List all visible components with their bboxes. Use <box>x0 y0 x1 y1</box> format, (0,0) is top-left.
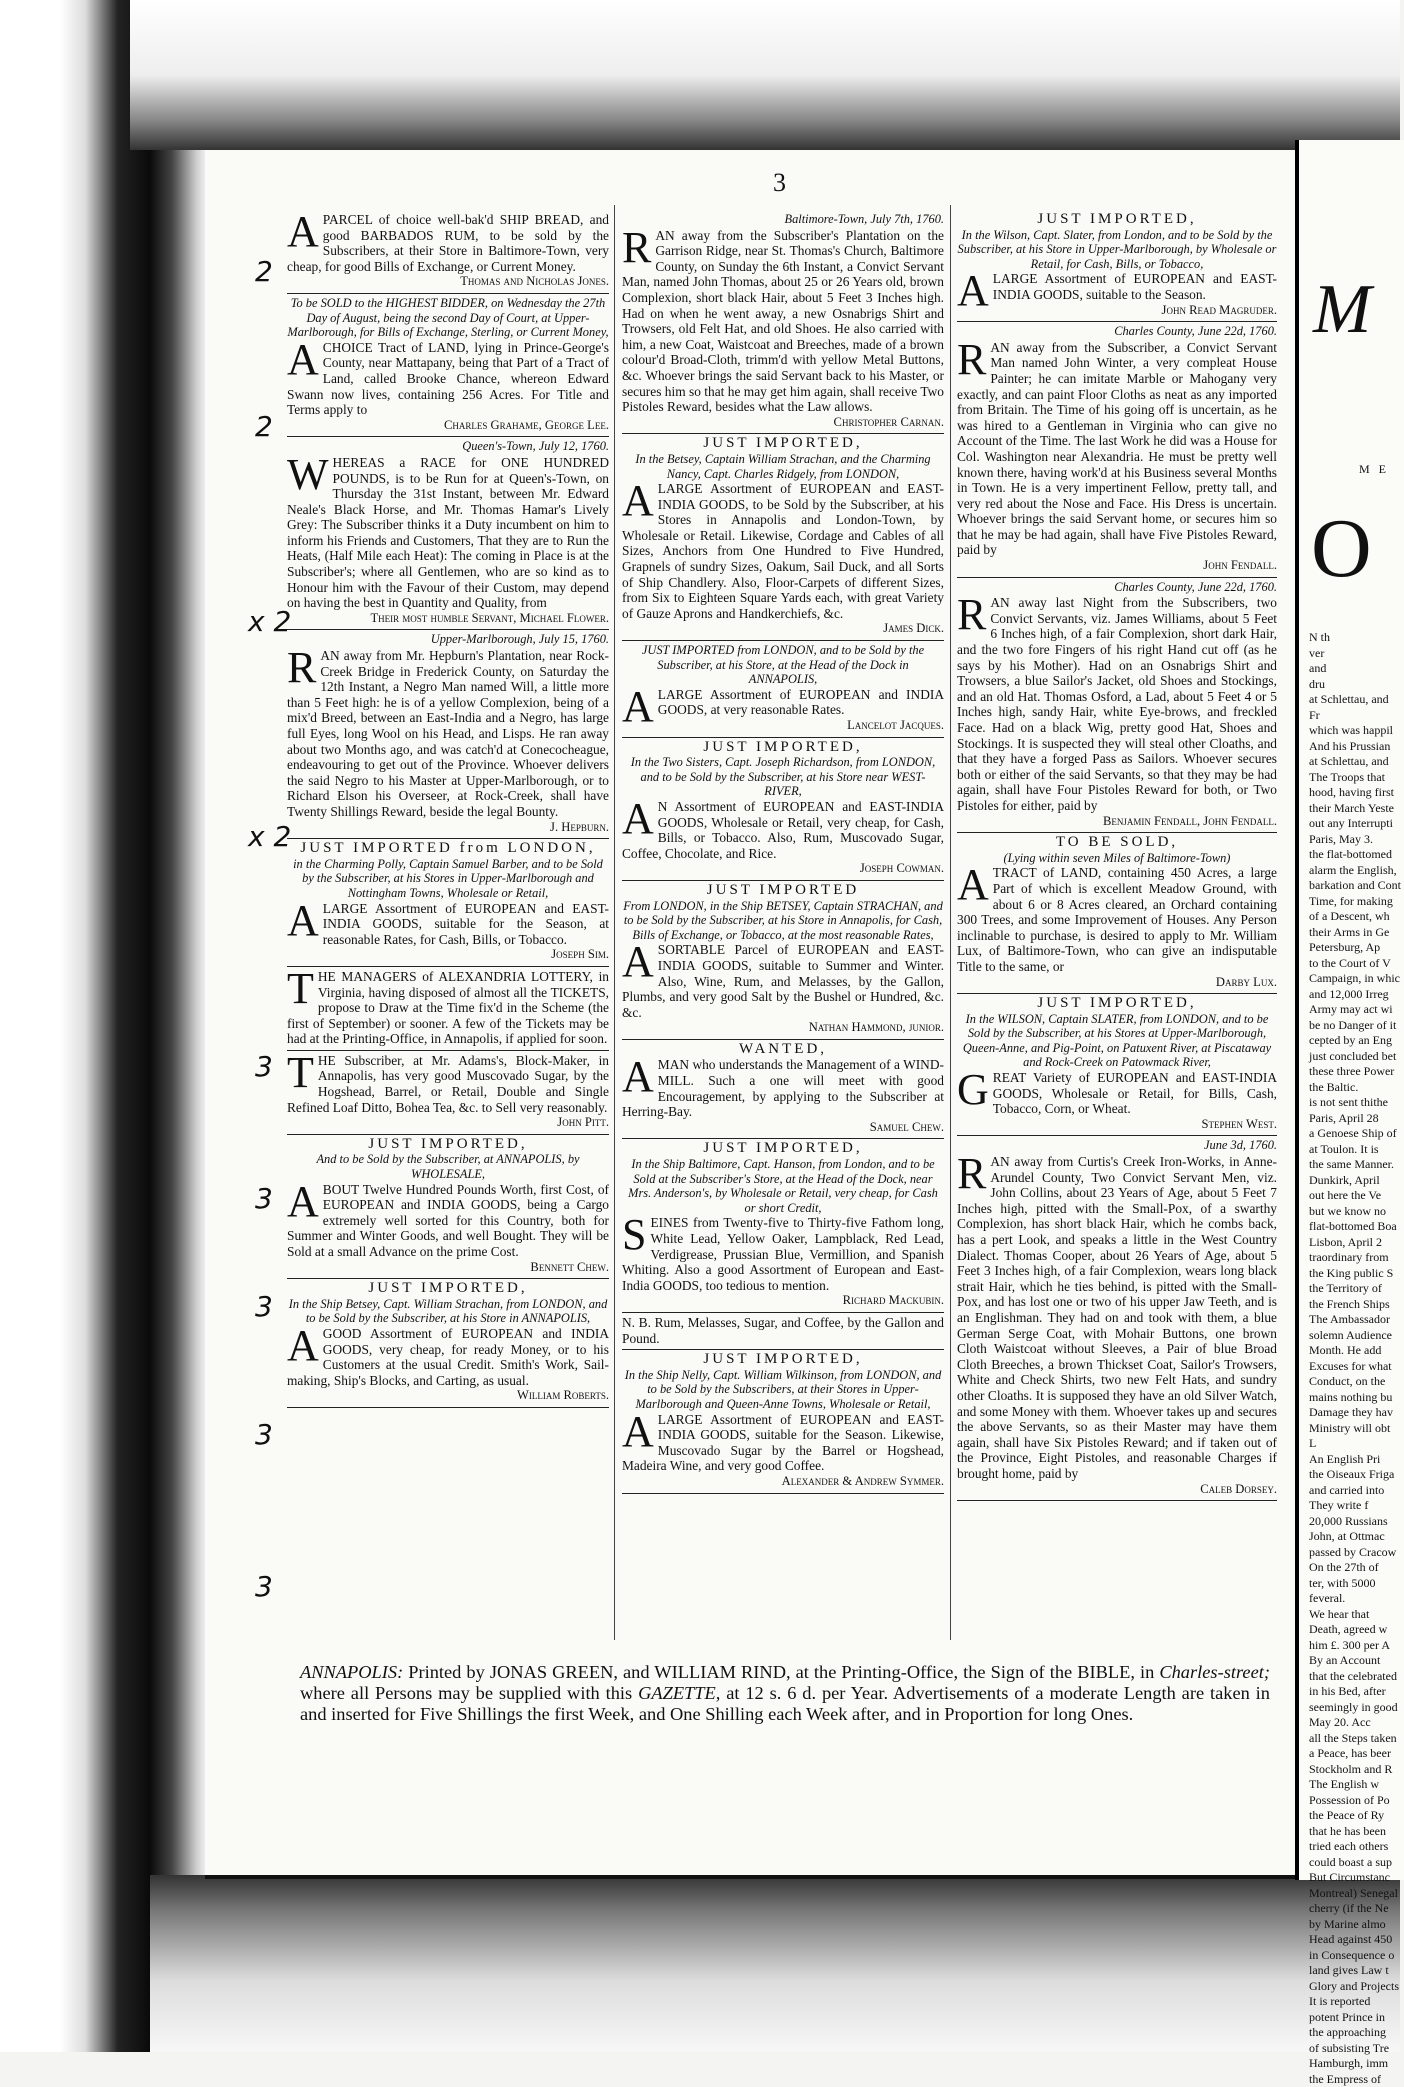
facing-page-fragment <box>1295 140 1404 1880</box>
ad-signature: Bennett Chew. <box>287 1260 609 1276</box>
facing-line: of a Descent, wh <box>1309 909 1401 925</box>
facing-line: in Consequence o <box>1309 1948 1401 1964</box>
facing-line: 20,000 Russians <box>1309 1514 1401 1530</box>
margin-mark: 3 <box>255 1570 273 1603</box>
ad-subheading: In the Ship Baltimore, Capt. Hanson, from London, and to be Sold at the Subscriber's Store, at the Head of the Dock, near Mrs. Anderson's, by Wholesale or Retail, very cheap, for Cash or short Credit, <box>622 1157 944 1215</box>
ad-body: ACHOICE Tract of LAND, lying in Prince-George's County, near Mattapany, being that Part of a Tract of Land, called Brooke Chance, whereon Edward Swann now lives, containing 256 Acres. For Title and Terms apply to <box>287 340 609 418</box>
ad-signature: Alexander & Andrew Symmer. <box>622 1474 944 1490</box>
facing-line: ver <box>1309 646 1401 662</box>
facing-line: seemingly in good <box>1309 1700 1401 1716</box>
facing-line: Paris, May 3. <box>1309 832 1401 848</box>
ad-signature: Richard Mackubin. <box>622 1293 944 1309</box>
ad-dateline: Queen's-Town, July 12, 1760. <box>287 439 609 455</box>
column-rule-2 <box>950 205 951 1640</box>
ad-body: RAN away from the Subscriber, a Convict Servant Man named John Winter, a very compleat House Painter; he can imitate Marble or Mahogany very exactly, and can paint Floor Cloths as neat as any imported from Britain. The Time of his going off is uncertain, as he was hired to a Gentleman in Virginia who can give no Account of the Time. The last Work he did was a House for Col. Washington near Alexandria. He must be pretty well known there, having work'd at his Business several Months in Town. He is a very impertinent Fellow, pretty tall, and very red about the Nose and Face. His Dress is uncertain. Whoever brings the said Servant home, or secures him so that he may be had again, shall have Five Pistoles Reward, paid by <box>957 340 1277 558</box>
facing-line: Possession of Po <box>1309 1793 1401 1809</box>
ad-signature: Christopher Carnan. <box>622 415 944 431</box>
imprint-footer <box>300 1662 1270 1725</box>
ad-body: ALARGE Assortment of EUROPEAN and EAST-INDIA GOODS, suitable for the Season, at reasonable Rates, for Cash, Bills, or Tobacco. <box>287 901 609 948</box>
facing-line: by Marine almo <box>1309 1917 1401 1933</box>
ad-heading: JUST IMPORTED, <box>287 1281 609 1297</box>
margin-mark: 3 <box>255 1182 273 1215</box>
ad-subheading: In the Betsey, Captain William Strachan, and the Charming Nancy, Capt. Charles Ridgely, from LONDON, <box>622 452 944 481</box>
ad-dateline: Upper-Marlborough, July 15, 1760. <box>287 632 609 648</box>
ad-body: ALARGE Assortment of EUROPEAN and EAST-INDIA GOODS, to be Sold by the Subscriber, at his Stores in Annapolis and London-Town, by Wholesale or Retail. Likewise, Cordage and Cables of all Sizes, Anchors from One Hundred to Five Hundred, Grapnels of sundry Sizes, Oakum, Sail Duck, and all Sorts of Ship Chandlery. Also, Floor-Carpets of different Sizes, from Six to Eighteen Square Yards each, with great Variety of Gauze Aprons and Handkerchiefs, &c. <box>622 481 944 621</box>
facing-line: It is reported <box>1309 1994 1401 2010</box>
advertisement <box>622 738 944 881</box>
ad-signature: Joseph Sim. <box>287 947 609 963</box>
margin-mark: 2 <box>255 255 273 288</box>
facing-line: May 20. Acc <box>1309 1715 1401 1731</box>
facing-line: the Peace of Ry <box>1309 1808 1401 1824</box>
facing-line: Petersburg, Ap <box>1309 940 1401 956</box>
ad-subheading: From LONDON, in the Ship BETSEY, Captain STRACHAN, and to be Sold by the Subscriber, at his Store in Annapolis, for Cash, Bills of Exchange, or Tobacco, at the most reasonable Rates, <box>622 899 944 943</box>
facing-line: Damage they hav <box>1309 1405 1401 1421</box>
facing-line: Head against 450 <box>1309 1932 1401 1948</box>
ad-body: RAN away last Night from the Subscribers, two Convict Servants, viz. James Williams, about 5 Feet 6 Inches high, of a fair Complexion, short dark Hair, and the two fore Fingers of his right Hand cut off (as he says by his Mother). Had on an Osnabrigs Shirt and Trowsers, a blue Sailor's Jacket, old Shoes and Stockings, and an old Hat. Thomas Osford, a Lad, about 5 Feet 4 or 5 Inches high, sandy Hair, white Eye-brows, and freckled Face. Had on a black Wig, pretty good Hat, Shoes and Stockings. It is suspected they will steal other Cloaths, and that they have a forged Pass as Sailors. Whoever secures both or either of the said Servants, so that they may be had again, shall have Four Pistoles Reward for both, or Two Pistoles for either, paid by <box>957 595 1277 813</box>
facing-line: John, at Ottmac <box>1309 1529 1401 1545</box>
facing-line: Stockholm and R <box>1309 1762 1401 1778</box>
facing-line: Ministry will obt <box>1309 1421 1401 1437</box>
advertisement <box>287 630 609 839</box>
advertisement <box>287 1051 609 1135</box>
facing-line: but we know no <box>1309 1204 1401 1220</box>
ad-heading: TO BE SOLD, <box>957 835 1277 851</box>
facing-line: Dunkirk, April <box>1309 1173 1401 1189</box>
ad-subheading: In the Two Sisters, Capt. Joseph Richardson, from LONDON, and to be Sold by the Subscriber, at his Store near WEST-RIVER, <box>622 755 944 799</box>
advertisement <box>622 641 944 738</box>
advertisement <box>957 833 1277 994</box>
ad-heading: JUST IMPORTED, <box>287 1137 609 1153</box>
facing-line: potent Prince in <box>1309 2010 1401 2026</box>
facing-line: all the Steps taken <box>1309 1731 1401 1747</box>
facing-line: hood, having first <box>1309 785 1401 801</box>
facing-line: The English w <box>1309 1777 1401 1793</box>
facing-line: Death, agreed w <box>1309 1622 1401 1638</box>
imprint-text-2: where all Persons may be supplied with this <box>300 1683 632 1703</box>
facing-line: alarm the English, <box>1309 863 1401 879</box>
facing-line: feveral. <box>1309 1591 1401 1607</box>
facing-line: L <box>1309 1436 1401 1452</box>
ad-body: THE MANAGERS of ALEXANDRIA LOTTERY, in Virginia, having disposed of almost all the TICKETS, propose to Draw at the Time fix'd in the Scheme (the first of September) or sooner. A few of the Tickets may be had at the Printing-Office, in Annapolis, if applied for soon. <box>287 969 609 1047</box>
ad-dateline: Charles County, June 22d, 1760. <box>957 324 1277 340</box>
ad-signature: Joseph Cowman. <box>622 861 944 877</box>
ad-body: ALARGE Assortment of EUROPEAN and INDIA GOODS, at very reasonable Rates. <box>622 687 944 718</box>
facing-line: that the celebrated <box>1309 1669 1401 1685</box>
advertisement <box>287 1279 609 1408</box>
facing-line: at Schlettau, and <box>1309 692 1401 708</box>
ad-signature: John Read Magruder. <box>957 303 1277 319</box>
facing-line: land gives Law t <box>1309 1963 1401 1979</box>
ad-subheading: in the Charming Polly, Captain Samuel Barber, and to be Sold by the Subscriber, at his Stores in Upper-Marlborough and Nottingham Towns, Wholesale or Retail, <box>287 857 609 901</box>
facing-line: Fr <box>1309 708 1401 724</box>
column-2 <box>622 210 944 1494</box>
advertisement <box>957 994 1277 1136</box>
ad-body: ABOUT Twelve Hundred Pounds Worth, first Cost, of EUROPEAN and INDIA GOODS, being a Cargo extremely well sorted for this Country, both for Summer and Winter Goods, and well Bought. They will be Sold at a small Advance on the prime Cost. <box>287 1182 609 1260</box>
margin-mark: 2 <box>255 410 273 443</box>
ad-signature: Darby Lux. <box>957 975 1277 991</box>
ad-signature: Stephen West. <box>957 1117 1277 1133</box>
advertisement <box>287 1135 609 1279</box>
facing-initial: O <box>1311 500 1372 597</box>
column-3 <box>957 210 1277 1501</box>
ad-body: GREAT Variety of EUROPEAN and EAST-INDIA GOODS, Wholesale or Retail, for Bills, Cash, Tobacco, Corn, or Wheat. <box>957 1070 1277 1117</box>
ad-heading: WANTED, <box>622 1042 944 1058</box>
advertisement <box>622 434 944 641</box>
bottom-edge-shadow <box>150 1875 1400 2052</box>
advertisement <box>622 1313 944 1350</box>
ad-signature: Lancelot Jacques. <box>622 718 944 734</box>
margin-mark: x 2 <box>248 820 291 853</box>
facing-line: their Arms in Ge <box>1309 925 1401 941</box>
facing-line: Campaign, in whic <box>1309 971 1401 987</box>
ad-signature: Thomas and Nicholas Jones. <box>287 274 609 290</box>
advertisement <box>622 1139 944 1313</box>
facing-line: Lisbon, April 2 <box>1309 1235 1401 1251</box>
imprint-text-3: at 12 s. 6 d. per Year. Advertisements of a moderate Length are taken in and inserted for Five Shillings the first Week, and One Shilling each Week after, and in Proportion for long Ones. <box>300 1683 1270 1724</box>
advertisement <box>287 294 609 437</box>
ad-signature: William Roberts. <box>287 1388 609 1404</box>
advertisement <box>287 967 609 1051</box>
ad-subheading: In the Ship Nelly, Capt. William Wilkinson, from LONDON, and to be Sold by the Subscribers, at their Stores in Upper-Marlborough and Queen-Anne Towns, Wholesale or Retail, <box>622 1368 944 1412</box>
facing-line: Glory and Projects <box>1309 1979 1401 1995</box>
ad-subheading: And to be Sold by the Subscriber, at ANNAPOLIS, by WHOLESALE, <box>287 1152 609 1181</box>
advertisement <box>622 881 944 1040</box>
facing-line: traordinary from <box>1309 1250 1401 1266</box>
facing-line: is not sent thithe <box>1309 1095 1401 1111</box>
ad-body: THE Subscriber, at Mr. Adams's, Block-Maker, in Annapolis, has very good Muscovado Sugar, by the Hogshead, Barrel, or Retail, Double and Single Refined Loaf Ditto, Bohea Tea, &c. to Sell very reasonably. <box>287 1053 609 1115</box>
facing-line: cherry (if the Ne <box>1309 1901 1401 1917</box>
ad-signature: J. Hepburn. <box>287 820 609 836</box>
ad-body: AN Assortment of EUROPEAN and EAST-INDIA GOODS, Wholesale or Retail, very cheap, for Cash, Bills, or Tobacco. Also, Rum, Muscovado Sugar, Coffee, Chocolate, and Rice. <box>622 799 944 861</box>
facing-lines <box>1309 630 1401 2087</box>
facing-line: tried each others <box>1309 1839 1401 1855</box>
margin-mark: 3 <box>255 1050 273 1083</box>
ad-subheading: In the Wilson, Capt. Slater, from London, and to be Sold by the Subscriber, at his Store in Upper-Marlborough, by Wholesale or Retail, for Cash, Bills, or Tobacco, <box>957 228 1277 272</box>
facing-line: They write f <box>1309 1498 1401 1514</box>
facing-line: An English Pri <box>1309 1452 1401 1468</box>
facing-line: And his Prussian <box>1309 739 1401 755</box>
margin-mark: 3 <box>255 1290 273 1323</box>
ad-dateline: June 3d, 1760. <box>957 1138 1277 1154</box>
ad-body: RAN away from Mr. Hepburn's Plantation, near Rock-Creek Bridge in Frederick County, on Saturday the 12th Instant, a Negro Man named Will, a little more than 5 Feet high: he is of a yellow Complexion, being of a mix'd Breed, between an East-India and a Negro, has large full Eyes, long Wool on his Head, and Lisps. He ran away about two Months ago, and was catch'd at Conecocheague, endeavouring to get out of the Province. Whoever delivers the said Negro to his Master at Upper-Marlborough, or to Richard Elson his Overseer, at Rock-Creek, shall have Twenty Shillings Reward, beside the legal Bounty. <box>287 648 609 820</box>
ad-heading: JUST IMPORTED, <box>622 436 944 452</box>
advertisement <box>287 839 609 967</box>
margin-mark: x 2 <box>248 605 291 638</box>
facing-line: and 12,000 Irreg <box>1309 987 1401 1003</box>
ad-heading: JUST IMPORTED <box>622 883 944 899</box>
facing-subhead: M E <box>1359 462 1389 477</box>
advertisement <box>287 210 609 294</box>
ad-dateline: Charles County, June 22d, 1760. <box>957 580 1277 596</box>
ad-heading: JUST IMPORTED, <box>957 996 1277 1012</box>
imprint-place: ANNAPOLIS: <box>300 1662 403 1682</box>
ad-heading: JUST IMPORTED, <box>957 212 1277 228</box>
facing-line: dru <box>1309 677 1401 693</box>
ad-body: RAN away from the Subscriber's Plantation on the Garrison Ridge, near St. Thomas's Church, Baltimore County, on Sunday the 6th Instant, a Convict Servant Man, named John Thomas, about 25 or 26 Years old, brown Complexion, short black Hair, about 5 Feet 3 Inches high. Had on when he went away, a new Osnabrigs Shirt and Trowsers, old Felt Hat, and old Shoes. He also carried with him, a new Coat, Waistcoat and Breeches, made of a brown colour'd Broad-Cloth, trimm'd with yellow Metal Buttons, &c. Whoever brings the said Servant back to his Master, or secures him so that he may get him again, shall receive Two Pistoles Reward, besides what the Law allows. <box>622 228 944 415</box>
facing-heading: M <box>1313 270 1371 350</box>
facing-line: the Baltic. <box>1309 1080 1401 1096</box>
ad-subheading: To be SOLD to the HIGHEST BIDDER, on Wednesday the 27th Day of August, being the second Day of Court, at Upper-Marlborough, for Bills of Exchange, Sterling, or Current Money, <box>287 296 609 340</box>
ad-signature: Caleb Dorsey. <box>957 1482 1277 1498</box>
margin-mark: 3 <box>255 1418 273 1451</box>
ad-subheading: In the WILSON, Captain SLATER, from LONDON, and to be Sold by the Subscriber, at his Stores at Upper-Marlborough, Queen-Anne, and Pig-Point, on Patuxent River, at Piscataway and Rock-Creek on Patowmack River, <box>957 1012 1277 1070</box>
ad-signature: Charles Grahame, George Lee. <box>287 418 609 434</box>
facing-line: the Empress of <box>1309 2072 1401 2087</box>
ad-body: APARCEL of choice well-bak'd SHIP BREAD, and good BARBADOS RUM, to be sold by the Subscribers, at their Store in Baltimore-Town, very cheap, for good Bills of Exchange, or Current Money. <box>287 212 609 274</box>
advertisement <box>957 1136 1277 1501</box>
ad-signature: Their most humble Servant, Michael Flower. <box>287 611 609 627</box>
facing-line: Time, for making <box>1309 894 1401 910</box>
facing-line: to the Court of V <box>1309 956 1401 972</box>
ad-heading: JUST IMPORTED, <box>622 1352 944 1368</box>
facing-line: at Schlettau, and <box>1309 754 1401 770</box>
ad-heading: JUST IMPORTED, <box>622 1141 944 1157</box>
advertisement <box>957 322 1277 578</box>
ad-subheading: (Lying within seven Miles of Baltimore-Town) <box>957 851 1277 866</box>
ad-body: AGOOD Assortment of EUROPEAN and INDIA GOODS, very cheap, for ready Money, or to his Customers at the usual Credit. Smith's Work, Sail-making, Ship's Blocks, and Carting, as usual. <box>287 1326 609 1388</box>
ad-body: SEINES from Twenty-five to Thirty-five Fathom long, White Lead, Yellow Oaker, Lampblack, Red Lead, Verdigrease, Prussian Blue, Vermillion, and Spanish Whiting. Also a good Assortment of European and East-India GOODS, too tedious to mention. <box>622 1215 944 1293</box>
facing-line: out any Interrupti <box>1309 816 1401 832</box>
facing-line: The Troops that <box>1309 770 1401 786</box>
ad-heading: JUST IMPORTED from LONDON, <box>287 841 609 857</box>
ad-body: ASORTABLE Parcel of EUROPEAN and EAST-INDIA GOODS, suitable to Summer and Winter. Also, Wine, Rum, and Melasses, by the Gallon, Plumbs, and very good Salt by the Bushel or Hundred, &c. &c. <box>622 942 944 1020</box>
facing-line: and <box>1309 661 1401 677</box>
ad-body: ATRACT of LAND, containing 450 Acres, a large Part of which is excellent Meadow Ground, with about 6 or 8 Acres cleared, an Orchard containing 300 Trees, and some Improvement of Houses. Any Person inclinable to purchase, is desired to apply to Mr. William Lux, of Baltimore-Town, who can give an indisputable Title to the same, or <box>957 865 1277 974</box>
ad-signature: Nathan Hammond, junior. <box>622 1020 944 1036</box>
ad-signature: John Fendall. <box>957 558 1277 574</box>
ad-body: WHEREAS a RACE for ONE HUNDRED POUNDS, is to be Run for at Queen's-Town, on Thursday the 31st Instant, between Mr. Edward Neale's Black Horse, and Mr. Thomas Hamar's Lively Grey: The Subscriber thinks it a Duty incumbent on him to inform his Friends and Customers, That they are to Run the Heats, (Half Mile each Heat): The coming in Place is at the Subscriber's; where all Gentlemen, who are so kind as to Honour him with the Favour of their Custom, may depend on having the best in Quantity and Quality, from <box>287 455 609 611</box>
facing-line: a Genoese Ship of <box>1309 1126 1401 1142</box>
advertisement <box>957 578 1277 834</box>
facing-line: Excuses for what <box>1309 1359 1401 1375</box>
ad-body: ALARGE Assortment of EUROPEAN and EAST-INDIA GOODS, suitable to the Season. <box>957 271 1277 302</box>
imprint-gazette: GAZETTE, <box>638 1683 720 1703</box>
facing-line: the King public S <box>1309 1266 1401 1282</box>
facing-line: barkation and Cont <box>1309 878 1401 894</box>
facing-line: could boast a sup <box>1309 1855 1401 1871</box>
facing-line: the Oiseaux Friga <box>1309 1467 1401 1483</box>
facing-line: him £. 300 per A <box>1309 1638 1401 1654</box>
facing-line: By an Account <box>1309 1653 1401 1669</box>
ad-heading: JUST IMPORTED, <box>622 740 944 756</box>
facing-line: Conduct, on the <box>1309 1374 1401 1390</box>
book-binding-shadow <box>0 0 205 2052</box>
ad-subheading: In the Ship Betsey, Capt. William Strachan, from LONDON, and to be Sold by the Subscriber, at his Store in ANNAPOLIS, <box>287 1297 609 1326</box>
facing-line: cepted by an Eng <box>1309 1033 1401 1049</box>
ad-dateline: Baltimore-Town, July 7th, 1760. <box>622 212 944 228</box>
facing-line: Montreal) Senegal <box>1309 1886 1401 1902</box>
facing-line: in his Bed, after <box>1309 1684 1401 1700</box>
facing-line: a Peace, has beer <box>1309 1746 1401 1762</box>
facing-line: these three Power <box>1309 1064 1401 1080</box>
facing-line: The Ambassador <box>1309 1312 1401 1328</box>
facing-line: mains nothing bu <box>1309 1390 1401 1406</box>
ad-signature: John Pitt. <box>287 1115 609 1131</box>
ad-body: AMAN who understands the Management of a WIND-MILL. Such a one will meet with good Encouragement, by applying to the Subscriber at Herring-Bay. <box>622 1057 944 1119</box>
column-rule-1 <box>614 205 615 1640</box>
imprint-text-1: Printed by JONAS GREEN, and WILLIAM RIND, at the Printing-Office, the Sign of the BIBLE, in <box>408 1662 1154 1682</box>
facing-line: But Circumstanc <box>1309 1870 1401 1886</box>
ad-subheading: JUST IMPORTED from LONDON, and to be Sold by the Subscriber, at his Store, at the Head of the Dock in ANNAPOLIS, <box>622 643 944 687</box>
facing-line: which was happil <box>1309 723 1401 739</box>
facing-line: the French Ships <box>1309 1297 1401 1313</box>
top-edge-shadow <box>130 0 1400 150</box>
facing-line: out here the Ve <box>1309 1188 1401 1204</box>
facing-line: of subsisting Tre <box>1309 2041 1401 2057</box>
facing-line: just concluded bet <box>1309 1049 1401 1065</box>
facing-line: the same Manner. <box>1309 1157 1401 1173</box>
facing-line: We hear that <box>1309 1607 1401 1623</box>
ad-signature: James Dick. <box>622 621 944 637</box>
facing-line: solemn Audience <box>1309 1328 1401 1344</box>
page-number: 3 <box>773 168 786 198</box>
column-1 <box>287 210 609 1408</box>
ad-signature: Samuel Chew. <box>622 1120 944 1136</box>
facing-line: the flat-bottomed <box>1309 847 1401 863</box>
advertisement <box>622 1040 944 1140</box>
facing-line: the Territory of <box>1309 1281 1401 1297</box>
facing-line: be no Danger of it <box>1309 1018 1401 1034</box>
advertisement <box>622 210 944 434</box>
ad-body: N. B. Rum, Melasses, Sugar, and Coffee, by the Gallon and Pound. <box>622 1315 944 1346</box>
advertisement <box>957 210 1277 322</box>
facing-line: the approaching <box>1309 2025 1401 2041</box>
facing-line: their March Yeste <box>1309 801 1401 817</box>
facing-line: passed by Cracow <box>1309 1545 1401 1561</box>
imprint-street: Charles-street; <box>1159 1662 1270 1682</box>
facing-line: Army may act wi <box>1309 1002 1401 1018</box>
facing-line: Hamburgh, imm <box>1309 2056 1401 2072</box>
facing-line: that he has been <box>1309 1824 1401 1840</box>
facing-line: flat-bottomed Boa <box>1309 1219 1401 1235</box>
facing-line: Paris, April 28 <box>1309 1111 1401 1127</box>
facing-line: ter, with 5000 <box>1309 1576 1401 1592</box>
facing-line: Month. He add <box>1309 1343 1401 1359</box>
ad-body: ALARGE Assortment of EUROPEAN and EAST-INDIA GOODS, suitable for the Season. Likewise, Muscovado Sugar by the Barrel or Hogshead, Madeira Wine, and very good Coffee. <box>622 1412 944 1474</box>
facing-line: N th <box>1309 630 1401 646</box>
facing-line: at Toulon. It is <box>1309 1142 1401 1158</box>
facing-line: and carried into <box>1309 1483 1401 1499</box>
advertisement <box>622 1350 944 1493</box>
advertisement <box>287 437 609 630</box>
ad-signature: Benjamin Fendall, John Fendall. <box>957 814 1277 830</box>
facing-line: On the 27th of <box>1309 1560 1401 1576</box>
ad-body: RAN away from Curtis's Creek Iron-Works, in Anne-Arundel County, Two Convict Servant Men, viz. John Collins, about 23 Years of Age, about 5 Feet 7 Inches high, pitted with the Small-Pox, of a swarthy Complexion, has short black Hair, which he combs back, has a pert Look, and speaks a little in the West Country Dialect. Thomas Cooper, about 26 Years of Age, about 5 Feet 3 Inches high, of a fair Complexion, wears long black strait Hair, which he ties behind, is pitted with the Small-Pox, and has lost one or two of his upper Jaw Teeth, and is an Englishman. They had on and took with them, a blue German Serge Coat, with Mohair Buttons, one brown Cloth Waistcoat without Sleeves, a Pair of blue Broad Cloth Breeches, a brown Thickset Coat, Sailor's Trowsers, White and Check Shirts, two new Felt Hats, and sundry other Cloaths. It is supposed they have an old Silver Watch, and some Money with them. Whoever takes up and secures the above Servants, so as their Master may have them again, shall have Six Pistoles Reward; and if taken out of the Province, Eight Pistoles, and reasonable Charges if brought home, paid by <box>957 1154 1277 1481</box>
